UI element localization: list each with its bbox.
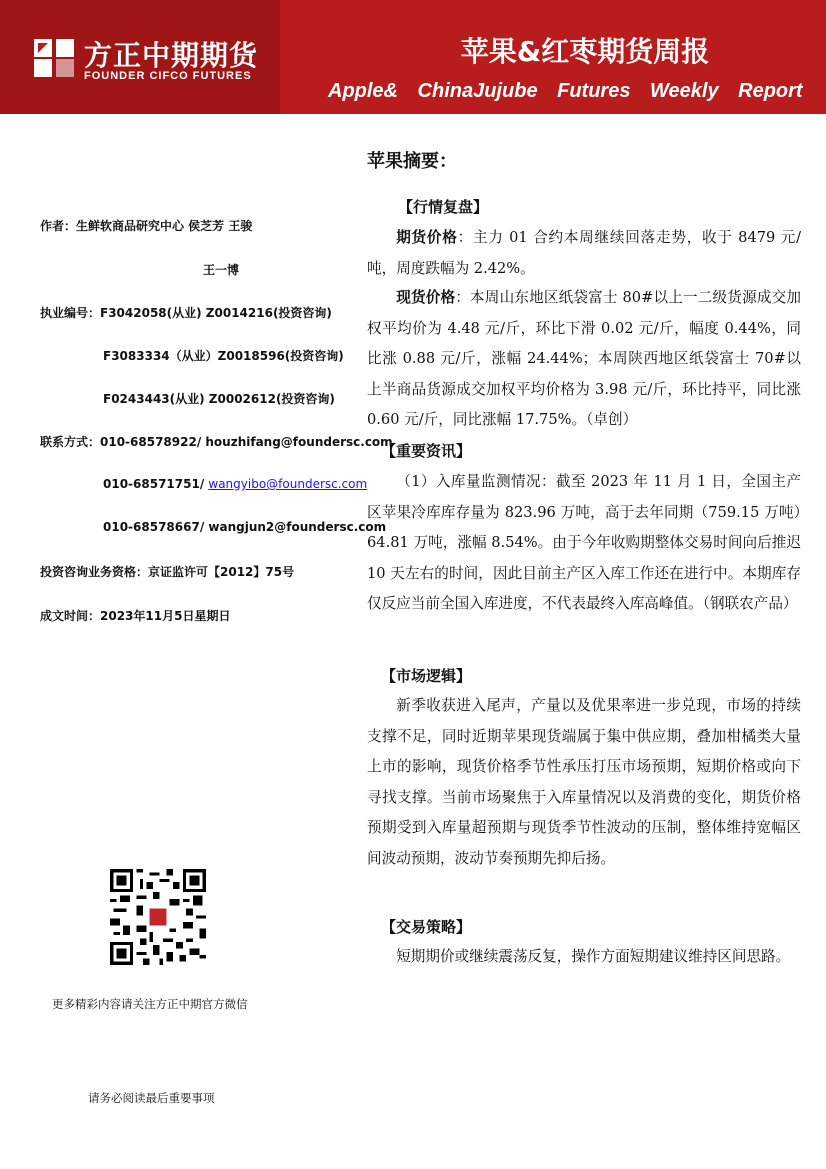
paragraph-storage-news: （1）入库量监测情况：截至 2023 年 11 月 1 日，全国主产区苹果冷库库存量为 823.96 万吨，高于去年同期（759.15 万吨）64.81 万吨，涨幅 8.54%。由于今年收购期整体交易时间向后推迟 10 天左右的时间，因此目前主产区入库工作还在进行中。本期库存仅反应当前全国入库进度，不代表最终入库高峰值。（钢联农产品） xyxy=(367,473,801,612)
summary-title: 苹果摘要： xyxy=(367,151,457,172)
qualification-line: 投资咨询业务资格：京证监许可【2012】75号 xyxy=(40,565,295,579)
contact-line-1: 联系方式：010-68578922/ houzhifang@foundersc.com xyxy=(40,435,393,449)
report-header xyxy=(0,0,826,114)
license-line-2: F3083334（从业）Z0018596(投资咨询) xyxy=(103,349,344,363)
logo-english: FOUNDER CIFCO FUTURES xyxy=(84,70,252,82)
paragraph-futures-price xyxy=(367,223,801,284)
section-important-news: 【重要资讯】 xyxy=(381,442,472,460)
author-line-2: 王一博 xyxy=(203,263,240,277)
qr-caption: 更多精彩内容请关注方正中期官方微信 xyxy=(52,997,248,1011)
section-market-review: 【行情复盘】 xyxy=(398,198,489,216)
paragraph-market-logic: 新季收获进入尾声，产量以及优果率进一步兑现，市场的持续支撑不足，同时近期苹果现货端属于集中供应期，叠加柑橘类大量上市的影响，现货价格季节性承压打压市场预期，短期价格或向下寻找支撑。当前市场聚焦于入库量情况以及消费的变化，期货价格预期受到入库量超预期与现货季节性波动的压制，整体维持宽幅区间波动预期，波动节奏预期先抑后扬。 xyxy=(367,697,801,867)
report-title-chinese: 苹果&红枣期货周报 xyxy=(460,35,710,68)
license-line-1: 执业编号：F3042058(从业) Z0014216(投资咨询) xyxy=(40,306,332,320)
logo-chinese: 方正中期期货 xyxy=(84,39,259,72)
contact-line-2 xyxy=(103,477,367,491)
founder-logo-icon xyxy=(32,37,76,79)
qr-code-icon xyxy=(110,869,206,965)
paragraph-trading-strategy: 短期期价或继续震荡反复，操作方面短期建议维持区间思路。 xyxy=(396,948,791,965)
contact-phone-2: 010-68571751/ xyxy=(103,477,209,491)
section-trading-strategy: 【交易策略】 xyxy=(381,918,472,936)
spot-price-text: ：本周山东地区纸袋富士 80#以上一二级货源成交加权平均价为 4.48 元/斤，环比下滑 0.02 元/斤，幅度 0.44%，同比涨 0.88 元/斤，涨幅 24.44%；本周陕西地区纸袋富士 70#以上半商品货源成交加权平均价格为 3.98 元/斤，环比持平，同比涨 0.60 元/斤，同比涨幅 17.75%。（卓创） xyxy=(367,289,801,428)
report-date: 成文时间：2023年11月5日星期日 xyxy=(40,609,231,623)
section-market-logic: 【市场逻辑】 xyxy=(381,667,472,685)
disclaimer-note: 请务必阅读最后重要事项 xyxy=(88,1091,215,1105)
license-line-3: F0243443(从业) Z0002612(投资咨询) xyxy=(103,392,335,406)
futures-price-text: ：主力 01 合约本周继续回落走势，收于 8479 元/吨，周度跌幅为 2.42%。 xyxy=(367,229,801,277)
email-link-wangyibo[interactable]: wangyibo@foundersc.com xyxy=(208,477,368,491)
paragraph-spot-price xyxy=(367,283,801,436)
author-line: 作者：生鲜软商品研究中心 侯芝芳 王骏 xyxy=(40,219,253,233)
contact-line-3: 010-68578667/ wangjun2@foundersc.com xyxy=(103,520,387,534)
spot-price-label: 现货价格 xyxy=(396,289,456,306)
report-title-english: Apple& ChinaJujube Futures Weekly Report xyxy=(328,80,803,102)
futures-price-label: 期货价格 xyxy=(396,229,458,246)
